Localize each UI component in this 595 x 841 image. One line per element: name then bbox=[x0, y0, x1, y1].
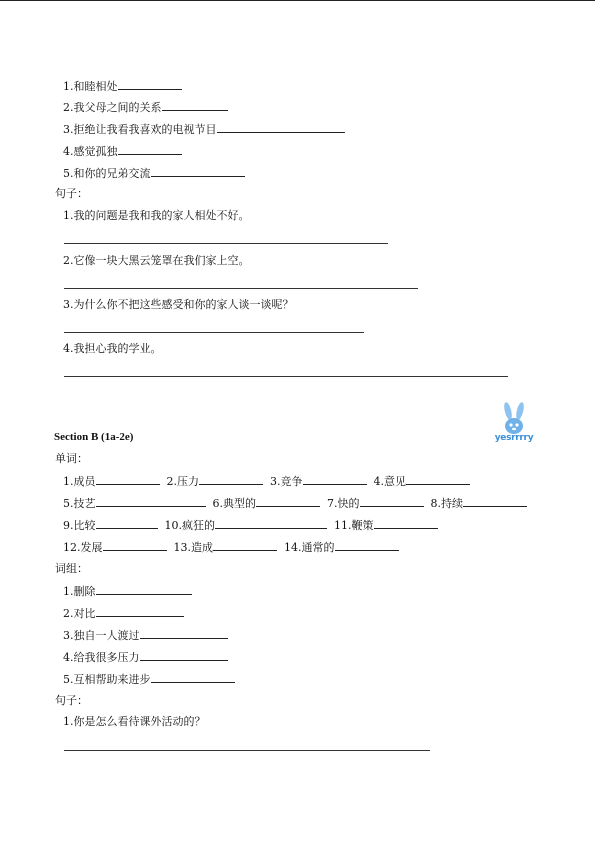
answer-blank[interactable] bbox=[256, 496, 320, 507]
answer-line[interactable] bbox=[64, 750, 430, 751]
vocab-label: 3.竞争 bbox=[270, 475, 303, 488]
answer-blank[interactable] bbox=[96, 606, 184, 617]
section-title: Section B (1a-2e) bbox=[54, 431, 134, 443]
sentence-prompt: 1.我的问题是我和我的家人相处不好。 bbox=[63, 209, 250, 222]
answer-blank[interactable] bbox=[463, 496, 527, 507]
answer-blank[interactable] bbox=[360, 496, 424, 507]
answer-blank[interactable] bbox=[199, 474, 263, 485]
answer-line[interactable] bbox=[64, 376, 508, 377]
phrase-item bbox=[63, 606, 184, 621]
phrase-label: 4.感觉孤独 bbox=[63, 145, 118, 158]
answer-blank[interactable] bbox=[261, 518, 327, 529]
logo-text: yesrrrry bbox=[494, 433, 534, 443]
answer-line[interactable] bbox=[64, 288, 418, 289]
answer-blank[interactable] bbox=[96, 496, 138, 507]
answer-blank[interactable] bbox=[151, 166, 245, 177]
sentences-heading: 句子： bbox=[55, 187, 88, 200]
answer-blank[interactable] bbox=[118, 79, 182, 90]
vocab-label: 8.持续 bbox=[430, 497, 463, 510]
rabbit-logo-icon bbox=[492, 402, 536, 436]
vocab-row bbox=[63, 518, 438, 533]
phrase-label: 5.和你的兄弟交流 bbox=[63, 167, 151, 180]
answer-blank[interactable] bbox=[96, 584, 192, 595]
phrase-label: 3.拒绝让我看我喜欢的电视节目 bbox=[63, 123, 217, 136]
answer-blank[interactable] bbox=[217, 122, 279, 133]
phrase-label: 2.我父母之间的关系 bbox=[63, 101, 162, 114]
phrase-item bbox=[63, 79, 182, 94]
phrase-label: 3.独自一人渡过 bbox=[63, 629, 140, 642]
phrase-item bbox=[63, 584, 192, 599]
vocab-label: 10.疯狂的 bbox=[164, 519, 215, 532]
answer-blank[interactable] bbox=[215, 518, 261, 529]
phrase-item bbox=[63, 650, 228, 665]
sentence-prompt: 3.为什么你不把这些感受和你的家人谈一谈呢？ bbox=[63, 298, 294, 311]
phrase-label: 4.给我很多压力 bbox=[63, 651, 140, 664]
phrase-item bbox=[63, 122, 345, 137]
answer-line[interactable] bbox=[64, 243, 388, 244]
vocab-row bbox=[63, 496, 527, 511]
answer-blank[interactable] bbox=[162, 100, 228, 111]
sentence-prompt: 2.它像一块大黑云笼罩在我们家上空。 bbox=[63, 254, 250, 267]
phrase-item bbox=[63, 628, 228, 643]
vocab-label: 12.发展 bbox=[63, 541, 103, 554]
sentence-prompt: 4.我担心我的学业。 bbox=[63, 342, 162, 355]
answer-blank[interactable] bbox=[213, 540, 277, 551]
answer-blank[interactable] bbox=[374, 518, 438, 529]
vocab-label: 9.比较 bbox=[63, 519, 96, 532]
vocab-label: 11.鞭策 bbox=[334, 519, 374, 532]
answer-blank[interactable] bbox=[279, 122, 345, 133]
answer-blank[interactable] bbox=[96, 518, 158, 529]
phrase-label: 1.删除 bbox=[63, 585, 96, 598]
answer-blank[interactable] bbox=[138, 496, 206, 507]
vocab-label: 14.通常的 bbox=[284, 541, 335, 554]
answer-line[interactable] bbox=[64, 332, 364, 333]
answer-blank[interactable] bbox=[140, 628, 228, 639]
vocab-label: 2.压力 bbox=[166, 475, 199, 488]
answer-blank[interactable] bbox=[103, 540, 167, 551]
answer-blank[interactable] bbox=[118, 144, 182, 155]
phrase-item bbox=[63, 672, 235, 687]
phrase-label: 2.对比 bbox=[63, 607, 96, 620]
answer-blank[interactable] bbox=[406, 474, 470, 485]
words-heading: 单词： bbox=[55, 452, 88, 465]
sentence-prompt: 1.你是怎么看待课外活动的？ bbox=[63, 715, 206, 728]
page-top-rule bbox=[0, 0, 595, 1]
vocab-label: 6.典型的 bbox=[212, 497, 256, 510]
answer-blank[interactable] bbox=[335, 540, 399, 551]
vocab-label: 5.技艺 bbox=[63, 497, 96, 510]
vocab-label: 7.快的 bbox=[327, 497, 360, 510]
answer-blank[interactable] bbox=[140, 650, 228, 661]
phrase-item bbox=[63, 100, 228, 115]
answer-blank[interactable] bbox=[96, 474, 160, 485]
phrases-heading: 词组： bbox=[55, 562, 88, 575]
logo bbox=[492, 402, 536, 446]
phrase-label: 1.和睦相处 bbox=[63, 80, 118, 93]
phrase-item bbox=[63, 144, 182, 159]
answer-blank[interactable] bbox=[303, 474, 367, 485]
vocab-label: 13.造成 bbox=[173, 541, 213, 554]
vocab-label: 4.意见 bbox=[373, 475, 406, 488]
vocab-row bbox=[63, 540, 399, 555]
vocab-row bbox=[63, 474, 470, 489]
phrase-label: 5.互相帮助来进步 bbox=[63, 673, 151, 686]
phrase-item bbox=[63, 166, 245, 181]
answer-blank[interactable] bbox=[151, 672, 235, 683]
vocab-label: 1.成员 bbox=[63, 475, 96, 488]
sentences-heading: 句子： bbox=[55, 694, 88, 707]
